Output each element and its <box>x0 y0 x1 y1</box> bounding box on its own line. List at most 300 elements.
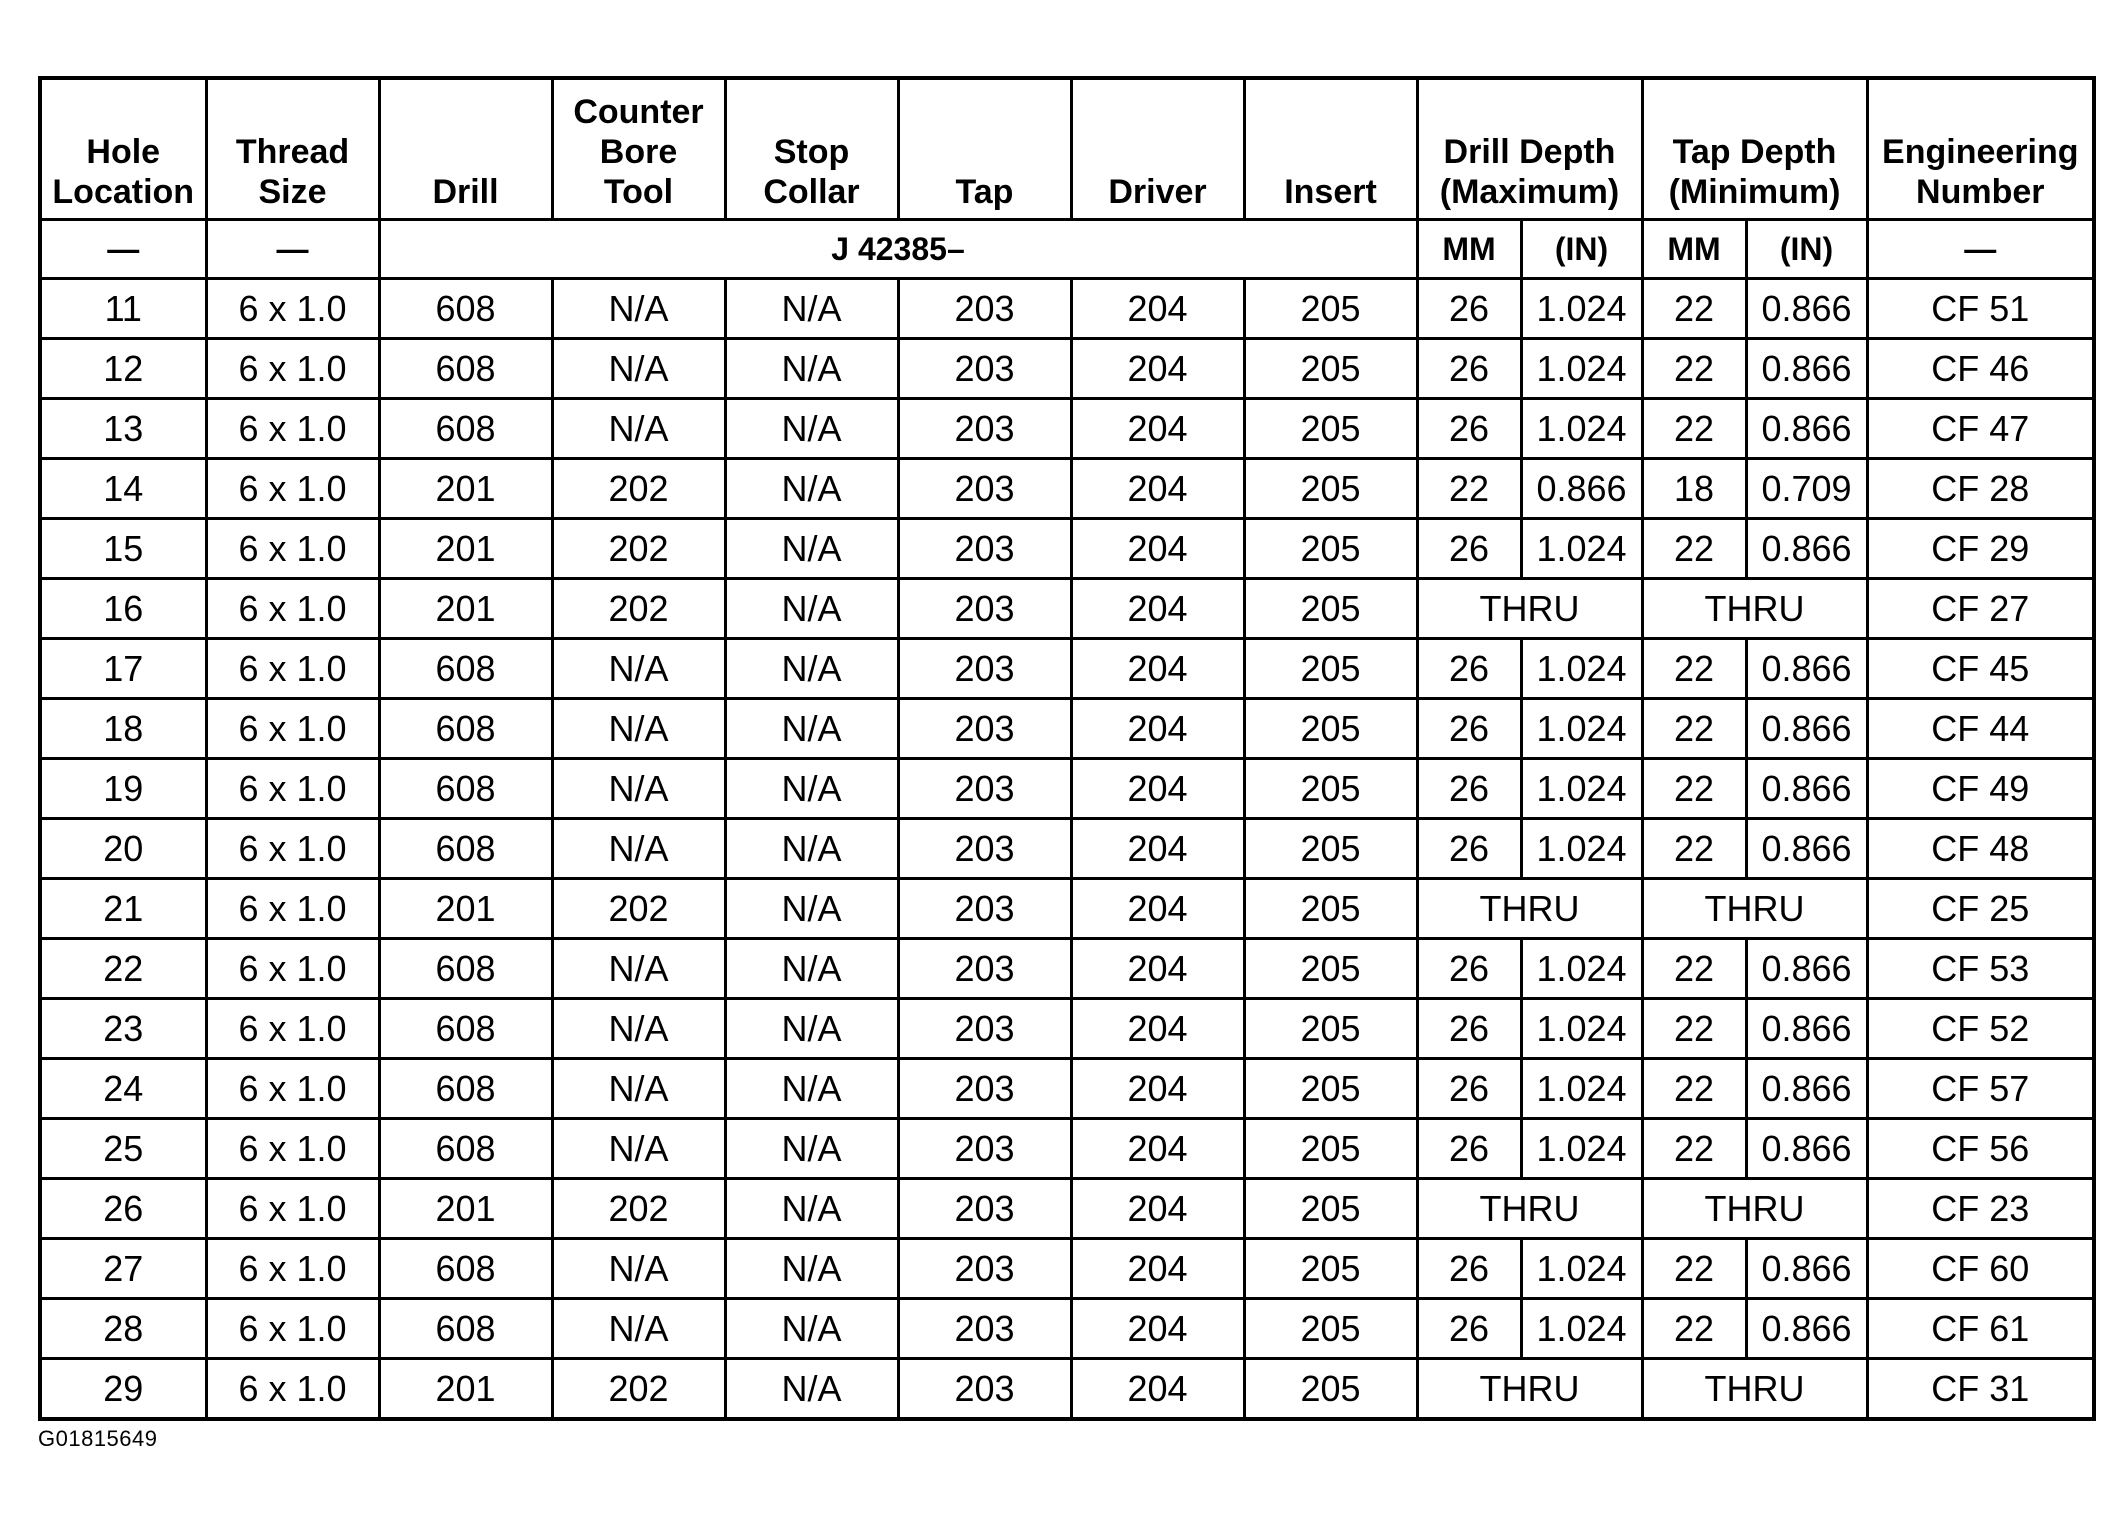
drill-cell: 201 <box>379 519 552 579</box>
counter-bore-tool-cell: N/A <box>552 699 725 759</box>
stop-collar-cell: N/A <box>725 519 898 579</box>
header-line: Tap <box>955 173 1014 211</box>
drill-depth-mm-cell: 26 <box>1417 519 1521 579</box>
tap-cell: 203 <box>898 1359 1071 1420</box>
counter-bore-tool-cell: 202 <box>552 879 725 939</box>
thread-size-cell: 6 x 1.0 <box>206 1239 379 1299</box>
counter-bore-tool-cell: N/A <box>552 1239 725 1299</box>
drill-cell: 608 <box>379 399 552 459</box>
header-stop-collar <box>725 78 898 220</box>
tap-depth-thru-cell: THRU <box>1642 579 1867 639</box>
tap-depth-mm-cell: 22 <box>1642 759 1746 819</box>
counter-bore-tool-cell: N/A <box>552 639 725 699</box>
tap-depth-mm-cell: 22 <box>1642 1299 1746 1359</box>
header-row <box>40 78 2094 220</box>
insert-cell: 205 <box>1244 459 1417 519</box>
drill-depth-mm-cell: 22 <box>1417 459 1521 519</box>
subheader-thread-size: — <box>206 220 379 279</box>
tap-cell: 203 <box>898 1119 1071 1179</box>
insert-cell: 205 <box>1244 819 1417 879</box>
hole-location-cell: 27 <box>40 1239 206 1299</box>
header-line: Collar <box>763 173 860 211</box>
engineering-number-cell: CF 44 <box>1867 699 2094 759</box>
counter-bore-tool-cell: N/A <box>552 399 725 459</box>
header-line: Drill <box>432 173 499 211</box>
hole-location-cell: 26 <box>40 1179 206 1239</box>
thread-size-cell: 6 x 1.0 <box>206 1059 379 1119</box>
drill-depth-mm-cell: 26 <box>1417 1119 1521 1179</box>
drill-depth-thru-cell: THRU <box>1417 1359 1642 1420</box>
drill-depth-in-cell: 1.024 <box>1521 1299 1642 1359</box>
stop-collar-cell: N/A <box>725 639 898 699</box>
drill-depth-mm-cell: 26 <box>1417 939 1521 999</box>
drill-cell: 608 <box>379 1119 552 1179</box>
engineering-number-cell: CF 53 <box>1867 939 2094 999</box>
stop-collar-cell: N/A <box>725 1299 898 1359</box>
header-line: Bore <box>599 133 678 171</box>
engineering-number-cell: CF 27 <box>1867 579 2094 639</box>
driver-cell: 204 <box>1071 879 1244 939</box>
driver-cell: 204 <box>1071 339 1244 399</box>
tap-cell: 203 <box>898 399 1071 459</box>
drill-cell: 201 <box>379 1179 552 1239</box>
drill-cell: 608 <box>379 279 552 339</box>
counter-bore-tool-cell: N/A <box>552 1059 725 1119</box>
tap-depth-mm-cell: 22 <box>1642 939 1746 999</box>
drill-cell: 608 <box>379 639 552 699</box>
insert-cell: 205 <box>1244 639 1417 699</box>
hole-location-cell: 24 <box>40 1059 206 1119</box>
tap-cell: 203 <box>898 279 1071 339</box>
table-row <box>40 339 2094 399</box>
drill-depth-in-cell: 1.024 <box>1521 759 1642 819</box>
table-row <box>40 999 2094 1059</box>
stop-collar-cell: N/A <box>725 759 898 819</box>
subheader-tool-prefix: J 42385– <box>379 220 1417 279</box>
table-row <box>40 1299 2094 1359</box>
tap-depth-in-cell: 0.709 <box>1746 459 1867 519</box>
tap-cell: 203 <box>898 819 1071 879</box>
header-hole-location <box>40 78 206 220</box>
insert-cell: 205 <box>1244 579 1417 639</box>
driver-cell: 204 <box>1071 699 1244 759</box>
insert-cell: 205 <box>1244 759 1417 819</box>
tap-depth-mm-cell: 22 <box>1642 399 1746 459</box>
drill-cell: 608 <box>379 999 552 1059</box>
table-row <box>40 1119 2094 1179</box>
header-line: Drill Depth <box>1443 133 1616 171</box>
thread-size-cell: 6 x 1.0 <box>206 399 379 459</box>
drill-depth-in-cell: 1.024 <box>1521 399 1642 459</box>
tap-depth-thru-cell: THRU <box>1642 879 1867 939</box>
counter-bore-tool-cell: N/A <box>552 339 725 399</box>
counter-bore-tool-cell: 202 <box>552 519 725 579</box>
drill-depth-in-cell: 1.024 <box>1521 639 1642 699</box>
subheader-drill-mm: MM <box>1417 220 1521 279</box>
drill-depth-in-cell: 1.024 <box>1521 519 1642 579</box>
header-line: Tap Depth <box>1672 133 1837 171</box>
tool-spec-table <box>38 76 2096 1421</box>
drill-depth-mm-cell: 26 <box>1417 639 1521 699</box>
tap-depth-in-cell: 0.866 <box>1746 1059 1867 1119</box>
thread-size-cell: 6 x 1.0 <box>206 999 379 1059</box>
driver-cell: 204 <box>1071 519 1244 579</box>
thread-size-cell: 6 x 1.0 <box>206 579 379 639</box>
hole-location-cell: 28 <box>40 1299 206 1359</box>
hole-location-cell: 21 <box>40 879 206 939</box>
drill-cell: 608 <box>379 759 552 819</box>
tap-cell: 203 <box>898 939 1071 999</box>
drill-cell: 201 <box>379 459 552 519</box>
hole-location-cell: 17 <box>40 639 206 699</box>
table-row <box>40 759 2094 819</box>
drill-cell: 608 <box>379 339 552 399</box>
insert-cell: 205 <box>1244 519 1417 579</box>
tap-depth-in-cell: 0.866 <box>1746 999 1867 1059</box>
table-row <box>40 699 2094 759</box>
hole-location-cell: 22 <box>40 939 206 999</box>
hole-location-cell: 12 <box>40 339 206 399</box>
drill-depth-mm-cell: 26 <box>1417 819 1521 879</box>
driver-cell: 204 <box>1071 1359 1244 1420</box>
tap-depth-mm-cell: 22 <box>1642 699 1746 759</box>
counter-bore-tool-cell: N/A <box>552 1119 725 1179</box>
driver-cell: 204 <box>1071 1239 1244 1299</box>
hole-location-cell: 13 <box>40 399 206 459</box>
driver-cell: 204 <box>1071 639 1244 699</box>
drill-cell: 608 <box>379 1299 552 1359</box>
engineering-number-cell: CF 23 <box>1867 1179 2094 1239</box>
tap-cell: 203 <box>898 879 1071 939</box>
drill-depth-in-cell: 1.024 <box>1521 1119 1642 1179</box>
tap-depth-in-cell: 0.866 <box>1746 1239 1867 1299</box>
driver-cell: 204 <box>1071 999 1244 1059</box>
stop-collar-cell: N/A <box>725 339 898 399</box>
drill-cell: 201 <box>379 579 552 639</box>
hole-location-cell: 29 <box>40 1359 206 1420</box>
counter-bore-tool-cell: N/A <box>552 759 725 819</box>
thread-size-cell: 6 x 1.0 <box>206 519 379 579</box>
drill-depth-mm-cell: 26 <box>1417 1239 1521 1299</box>
tap-cell: 203 <box>898 699 1071 759</box>
engineering-number-cell: CF 52 <box>1867 999 2094 1059</box>
counter-bore-tool-cell: N/A <box>552 999 725 1059</box>
tap-cell: 203 <box>898 579 1071 639</box>
stop-collar-cell: N/A <box>725 819 898 879</box>
drill-depth-mm-cell: 26 <box>1417 279 1521 339</box>
driver-cell: 204 <box>1071 399 1244 459</box>
engineering-number-cell: CF 29 <box>1867 519 2094 579</box>
stop-collar-cell: N/A <box>725 939 898 999</box>
thread-size-cell: 6 x 1.0 <box>206 1359 379 1420</box>
drill-depth-in-cell: 1.024 <box>1521 699 1642 759</box>
stop-collar-cell: N/A <box>725 1359 898 1420</box>
engineering-number-cell: CF 48 <box>1867 819 2094 879</box>
header-line: Location <box>52 173 195 211</box>
header-thread-size <box>206 78 379 220</box>
insert-cell: 205 <box>1244 1119 1417 1179</box>
stop-collar-cell: N/A <box>725 1059 898 1119</box>
tap-cell: 203 <box>898 1239 1071 1299</box>
header-line: Engineering <box>1882 133 2079 171</box>
hole-location-cell: 23 <box>40 999 206 1059</box>
tap-depth-mm-cell: 22 <box>1642 999 1746 1059</box>
stop-collar-cell: N/A <box>725 879 898 939</box>
drill-cell: 608 <box>379 819 552 879</box>
driver-cell: 204 <box>1071 579 1244 639</box>
drill-depth-mm-cell: 26 <box>1417 1059 1521 1119</box>
thread-size-cell: 6 x 1.0 <box>206 1299 379 1359</box>
drill-depth-thru-cell: THRU <box>1417 879 1642 939</box>
drill-depth-in-cell: 1.024 <box>1521 279 1642 339</box>
driver-cell: 204 <box>1071 459 1244 519</box>
tap-depth-mm-cell: 22 <box>1642 279 1746 339</box>
stop-collar-cell: N/A <box>725 999 898 1059</box>
driver-cell: 204 <box>1071 939 1244 999</box>
tap-depth-in-cell: 0.866 <box>1746 1299 1867 1359</box>
tap-depth-mm-cell: 22 <box>1642 639 1746 699</box>
hole-location-cell: 14 <box>40 459 206 519</box>
engineering-number-cell: CF 49 <box>1867 759 2094 819</box>
drill-depth-in-cell: 1.024 <box>1521 339 1642 399</box>
engineering-number-cell: CF 31 <box>1867 1359 2094 1420</box>
engineering-number-cell: CF 51 <box>1867 279 2094 339</box>
insert-cell: 205 <box>1244 279 1417 339</box>
tap-cell: 203 <box>898 339 1071 399</box>
tap-cell: 203 <box>898 1059 1071 1119</box>
thread-size-cell: 6 x 1.0 <box>206 939 379 999</box>
tap-depth-in-cell: 0.866 <box>1746 399 1867 459</box>
tap-cell: 203 <box>898 999 1071 1059</box>
subheader-engineering-number: — <box>1867 220 2094 279</box>
header-line: Tool <box>603 173 674 211</box>
drill-depth-in-cell: 1.024 <box>1521 999 1642 1059</box>
table-body <box>40 279 2094 1420</box>
stop-collar-cell: N/A <box>725 699 898 759</box>
insert-cell: 205 <box>1244 1059 1417 1119</box>
counter-bore-tool-cell: 202 <box>552 1359 725 1420</box>
drill-cell: 608 <box>379 1059 552 1119</box>
counter-bore-tool-cell: 202 <box>552 579 725 639</box>
drill-depth-in-cell: 1.024 <box>1521 819 1642 879</box>
header-line: Insert <box>1284 173 1377 211</box>
hole-location-cell: 11 <box>40 279 206 339</box>
hole-location-cell: 16 <box>40 579 206 639</box>
driver-cell: 204 <box>1071 1299 1244 1359</box>
drill-cell: 608 <box>379 1239 552 1299</box>
stop-collar-cell: N/A <box>725 1179 898 1239</box>
header-line: Size <box>258 173 327 211</box>
engineering-number-cell: CF 56 <box>1867 1119 2094 1179</box>
driver-cell: 204 <box>1071 759 1244 819</box>
thread-size-cell: 6 x 1.0 <box>206 279 379 339</box>
thread-size-cell: 6 x 1.0 <box>206 759 379 819</box>
hole-location-cell: 18 <box>40 699 206 759</box>
drill-depth-mm-cell: 26 <box>1417 759 1521 819</box>
header-counter-bore-tool <box>552 78 725 220</box>
insert-cell: 205 <box>1244 999 1417 1059</box>
header-line: (Minimum) <box>1668 173 1841 211</box>
tap-depth-in-cell: 0.866 <box>1746 639 1867 699</box>
header-line: Stop <box>773 133 850 171</box>
thread-size-cell: 6 x 1.0 <box>206 1179 379 1239</box>
thread-size-cell: 6 x 1.0 <box>206 459 379 519</box>
stop-collar-cell: N/A <box>725 1239 898 1299</box>
engineering-number-cell: CF 28 <box>1867 459 2094 519</box>
table-row <box>40 519 2094 579</box>
insert-cell: 205 <box>1244 1239 1417 1299</box>
figure-caption: G01815649 <box>38 1426 158 1451</box>
subheader-row <box>40 220 2094 279</box>
header-drill <box>379 78 552 220</box>
tap-cell: 203 <box>898 519 1071 579</box>
driver-cell: 204 <box>1071 1119 1244 1179</box>
header-line: Number <box>1916 173 2045 211</box>
table-row <box>40 1239 2094 1299</box>
tap-depth-mm-cell: 22 <box>1642 1119 1746 1179</box>
counter-bore-tool-cell: N/A <box>552 1299 725 1359</box>
stop-collar-cell: N/A <box>725 279 898 339</box>
drill-depth-mm-cell: 26 <box>1417 1299 1521 1359</box>
tap-depth-thru-cell: THRU <box>1642 1359 1867 1420</box>
tap-cell: 203 <box>898 1179 1071 1239</box>
counter-bore-tool-cell: N/A <box>552 279 725 339</box>
engineering-number-cell: CF 25 <box>1867 879 2094 939</box>
header-drill-depth <box>1417 78 1642 220</box>
tap-depth-in-cell: 0.866 <box>1746 759 1867 819</box>
header-tap-depth <box>1642 78 1867 220</box>
insert-cell: 205 <box>1244 399 1417 459</box>
counter-bore-tool-cell: 202 <box>552 1179 725 1239</box>
engineering-number-cell: CF 57 <box>1867 1059 2094 1119</box>
tap-depth-in-cell: 0.866 <box>1746 819 1867 879</box>
drill-depth-in-cell: 1.024 <box>1521 1239 1642 1299</box>
engineering-number-cell: CF 46 <box>1867 339 2094 399</box>
tap-depth-mm-cell: 22 <box>1642 519 1746 579</box>
header-line: Hole <box>86 133 161 171</box>
tap-depth-thru-cell: THRU <box>1642 1179 1867 1239</box>
insert-cell: 205 <box>1244 1179 1417 1239</box>
header-driver <box>1071 78 1244 220</box>
drill-depth-mm-cell: 26 <box>1417 999 1521 1059</box>
table-row <box>40 1179 2094 1239</box>
insert-cell: 205 <box>1244 699 1417 759</box>
table-row <box>40 279 2094 339</box>
drill-cell: 201 <box>379 1359 552 1420</box>
table-row <box>40 399 2094 459</box>
tap-depth-mm-cell: 22 <box>1642 819 1746 879</box>
stop-collar-cell: N/A <box>725 459 898 519</box>
thread-size-cell: 6 x 1.0 <box>206 879 379 939</box>
driver-cell: 204 <box>1071 1179 1244 1239</box>
hole-location-cell: 25 <box>40 1119 206 1179</box>
engineering-number-cell: CF 47 <box>1867 399 2094 459</box>
insert-cell: 205 <box>1244 339 1417 399</box>
engineering-number-cell: CF 45 <box>1867 639 2094 699</box>
subheader-drill-in: (IN) <box>1521 220 1642 279</box>
tap-depth-mm-cell: 22 <box>1642 1059 1746 1119</box>
table-row <box>40 459 2094 519</box>
thread-size-cell: 6 x 1.0 <box>206 1119 379 1179</box>
table-row <box>40 1359 2094 1420</box>
drill-depth-in-cell: 1.024 <box>1521 1059 1642 1119</box>
stop-collar-cell: N/A <box>725 399 898 459</box>
thread-size-cell: 6 x 1.0 <box>206 339 379 399</box>
tap-cell: 203 <box>898 459 1071 519</box>
tap-depth-in-cell: 0.866 <box>1746 519 1867 579</box>
tap-depth-mm-cell: 22 <box>1642 339 1746 399</box>
tap-depth-in-cell: 0.866 <box>1746 279 1867 339</box>
tap-cell: 203 <box>898 639 1071 699</box>
subheader-tap-in: (IN) <box>1746 220 1867 279</box>
drill-cell: 608 <box>379 939 552 999</box>
table-row <box>40 579 2094 639</box>
drill-cell: 608 <box>379 699 552 759</box>
header-line: Counter <box>573 93 704 131</box>
counter-bore-tool-cell: N/A <box>552 819 725 879</box>
engineering-number-cell: CF 61 <box>1867 1299 2094 1359</box>
driver-cell: 204 <box>1071 819 1244 879</box>
tap-depth-in-cell: 0.866 <box>1746 1119 1867 1179</box>
driver-cell: 204 <box>1071 279 1244 339</box>
counter-bore-tool-cell: 202 <box>552 459 725 519</box>
drill-depth-in-cell: 0.866 <box>1521 459 1642 519</box>
stop-collar-cell: N/A <box>725 1119 898 1179</box>
drill-depth-thru-cell: THRU <box>1417 1179 1642 1239</box>
table-header <box>40 78 2094 279</box>
tap-depth-mm-cell: 22 <box>1642 1239 1746 1299</box>
header-line: Thread <box>235 133 350 171</box>
tap-cell: 203 <box>898 1299 1071 1359</box>
insert-cell: 205 <box>1244 939 1417 999</box>
tap-cell: 203 <box>898 759 1071 819</box>
drill-depth-mm-cell: 26 <box>1417 399 1521 459</box>
header-tap <box>898 78 1071 220</box>
table-row <box>40 939 2094 999</box>
driver-cell: 204 <box>1071 1059 1244 1119</box>
subheader-hole-location: — <box>40 220 206 279</box>
tap-depth-in-cell: 0.866 <box>1746 939 1867 999</box>
drill-depth-mm-cell: 26 <box>1417 339 1521 399</box>
insert-cell: 205 <box>1244 1359 1417 1420</box>
tap-depth-mm-cell: 18 <box>1642 459 1746 519</box>
hole-location-cell: 20 <box>40 819 206 879</box>
thread-size-cell: 6 x 1.0 <box>206 639 379 699</box>
drill-depth-in-cell: 1.024 <box>1521 939 1642 999</box>
header-line: (Maximum) <box>1439 173 1620 211</box>
tap-depth-in-cell: 0.866 <box>1746 699 1867 759</box>
drill-depth-mm-cell: 26 <box>1417 699 1521 759</box>
table-row <box>40 1059 2094 1119</box>
thread-size-cell: 6 x 1.0 <box>206 699 379 759</box>
table-row <box>40 819 2094 879</box>
counter-bore-tool-cell: N/A <box>552 939 725 999</box>
insert-cell: 205 <box>1244 879 1417 939</box>
hole-location-cell: 19 <box>40 759 206 819</box>
engineering-number-cell: CF 60 <box>1867 1239 2094 1299</box>
table-row <box>40 639 2094 699</box>
header-line: Driver <box>1108 173 1207 211</box>
insert-cell: 205 <box>1244 1299 1417 1359</box>
table-row <box>40 879 2094 939</box>
stop-collar-cell: N/A <box>725 579 898 639</box>
drill-depth-thru-cell: THRU <box>1417 579 1642 639</box>
thread-size-cell: 6 x 1.0 <box>206 819 379 879</box>
hole-location-cell: 15 <box>40 519 206 579</box>
subheader-tap-mm: MM <box>1642 220 1746 279</box>
tap-depth-in-cell: 0.866 <box>1746 339 1867 399</box>
header-insert <box>1244 78 1417 220</box>
